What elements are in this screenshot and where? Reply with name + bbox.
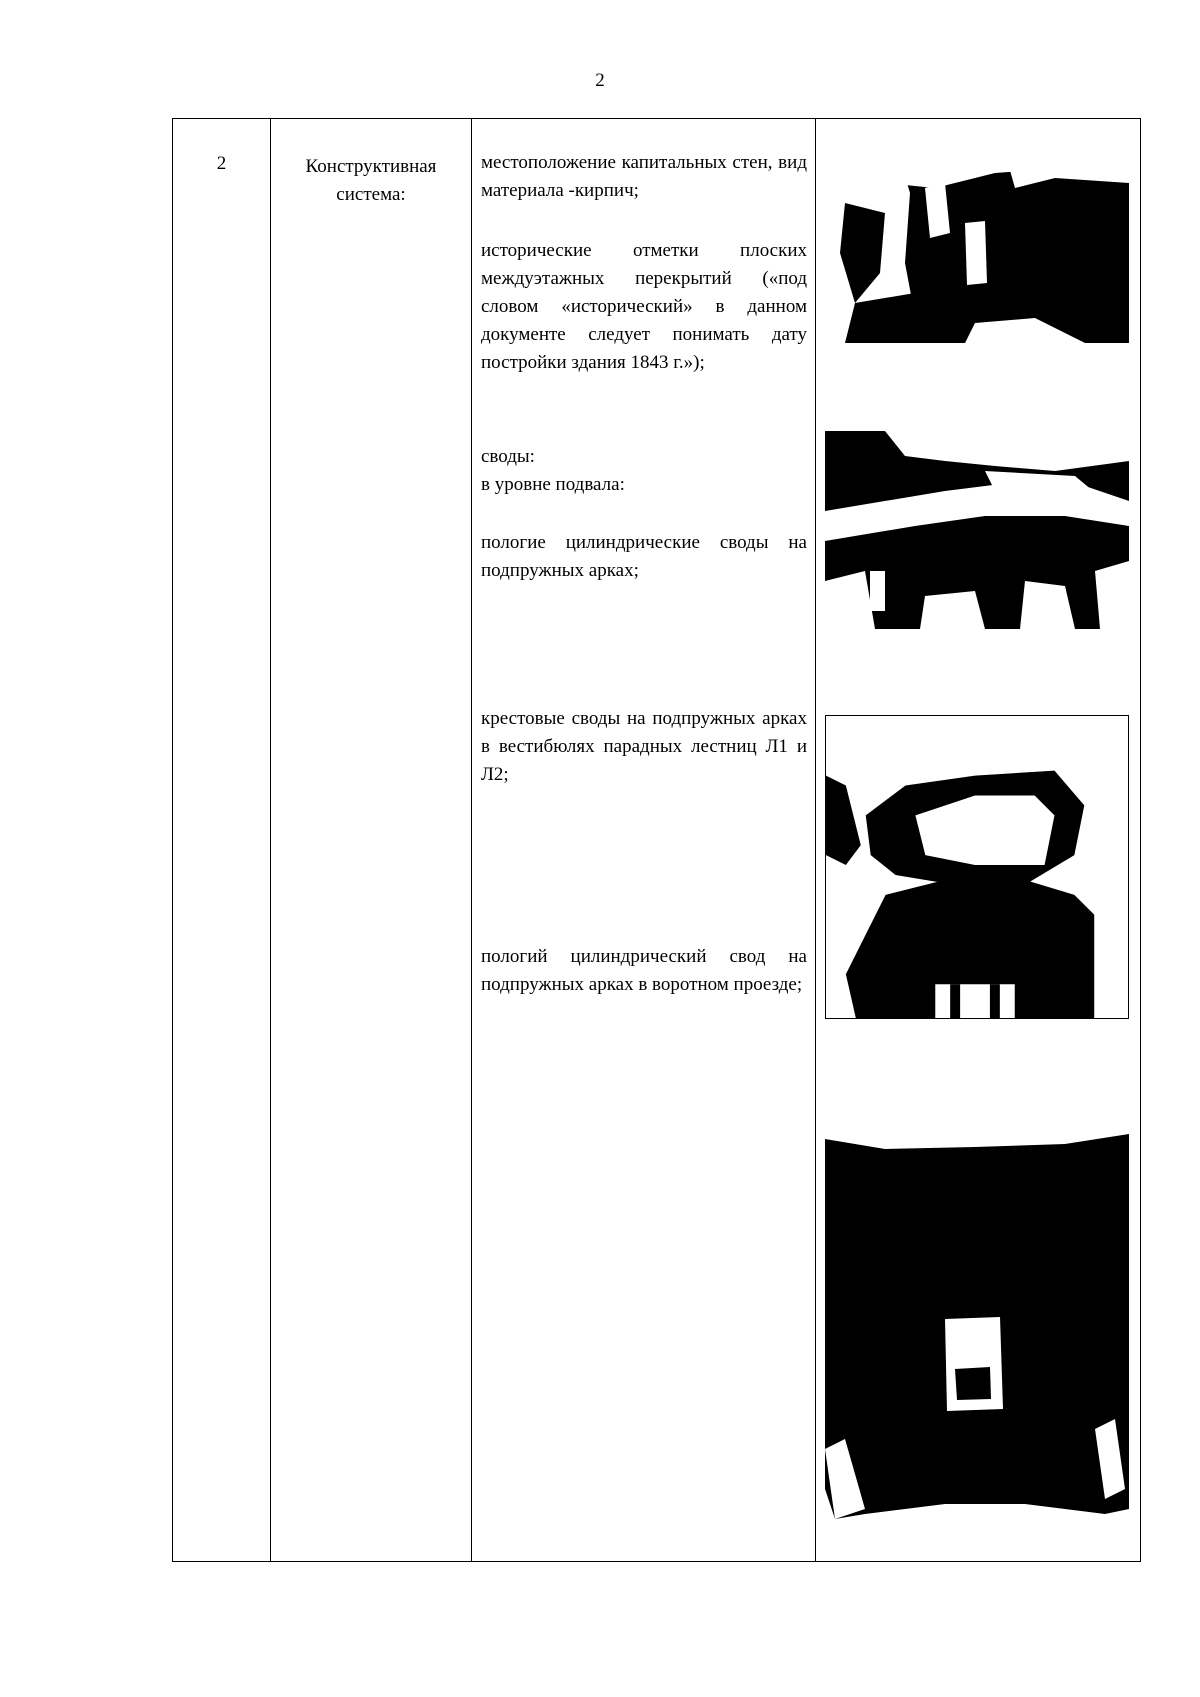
description-floors	[481, 237, 807, 377]
paragraph: своды:	[481, 446, 535, 467]
paragraph: пологие цилиндрические своды на подпружных арках;	[481, 532, 807, 581]
photo-gate-vault	[825, 1109, 1129, 1535]
paragraph: крестовые своды на подпружных арках в вестибюлях парадных лестниц Л1 и Л2;	[481, 708, 807, 785]
description-cross-vaults	[481, 705, 807, 789]
column-divider	[815, 119, 816, 1561]
paragraph: местоположение капитальных стен, вид материала -кирпич;	[481, 152, 807, 201]
column-divider	[270, 119, 271, 1561]
photo-cross-vaults	[825, 715, 1129, 1019]
description-vaults	[481, 443, 807, 499]
row-name: Конструктивная система:	[305, 156, 437, 205]
paragraph: исторические отметки плоских междуэтажных перекрытий («под словом «исторический» в данном документе следует понимать дату постройки здания 1843 г.»);	[481, 240, 807, 373]
structural-table	[172, 118, 1141, 1562]
description-walls	[481, 149, 807, 205]
page-number: 2	[595, 70, 605, 91]
paragraph: в уровне подвала:	[481, 474, 625, 495]
row-number: 2	[216, 153, 227, 174]
paragraph: пологий цилиндрический свод на подпружных арках в воротном проезде;	[481, 946, 807, 995]
photo-basement-vaults	[825, 431, 1129, 629]
column-divider	[471, 119, 472, 1561]
description-basement-vaults	[481, 529, 807, 585]
photo-walls	[825, 143, 1129, 343]
description-gate-vault	[481, 943, 807, 999]
